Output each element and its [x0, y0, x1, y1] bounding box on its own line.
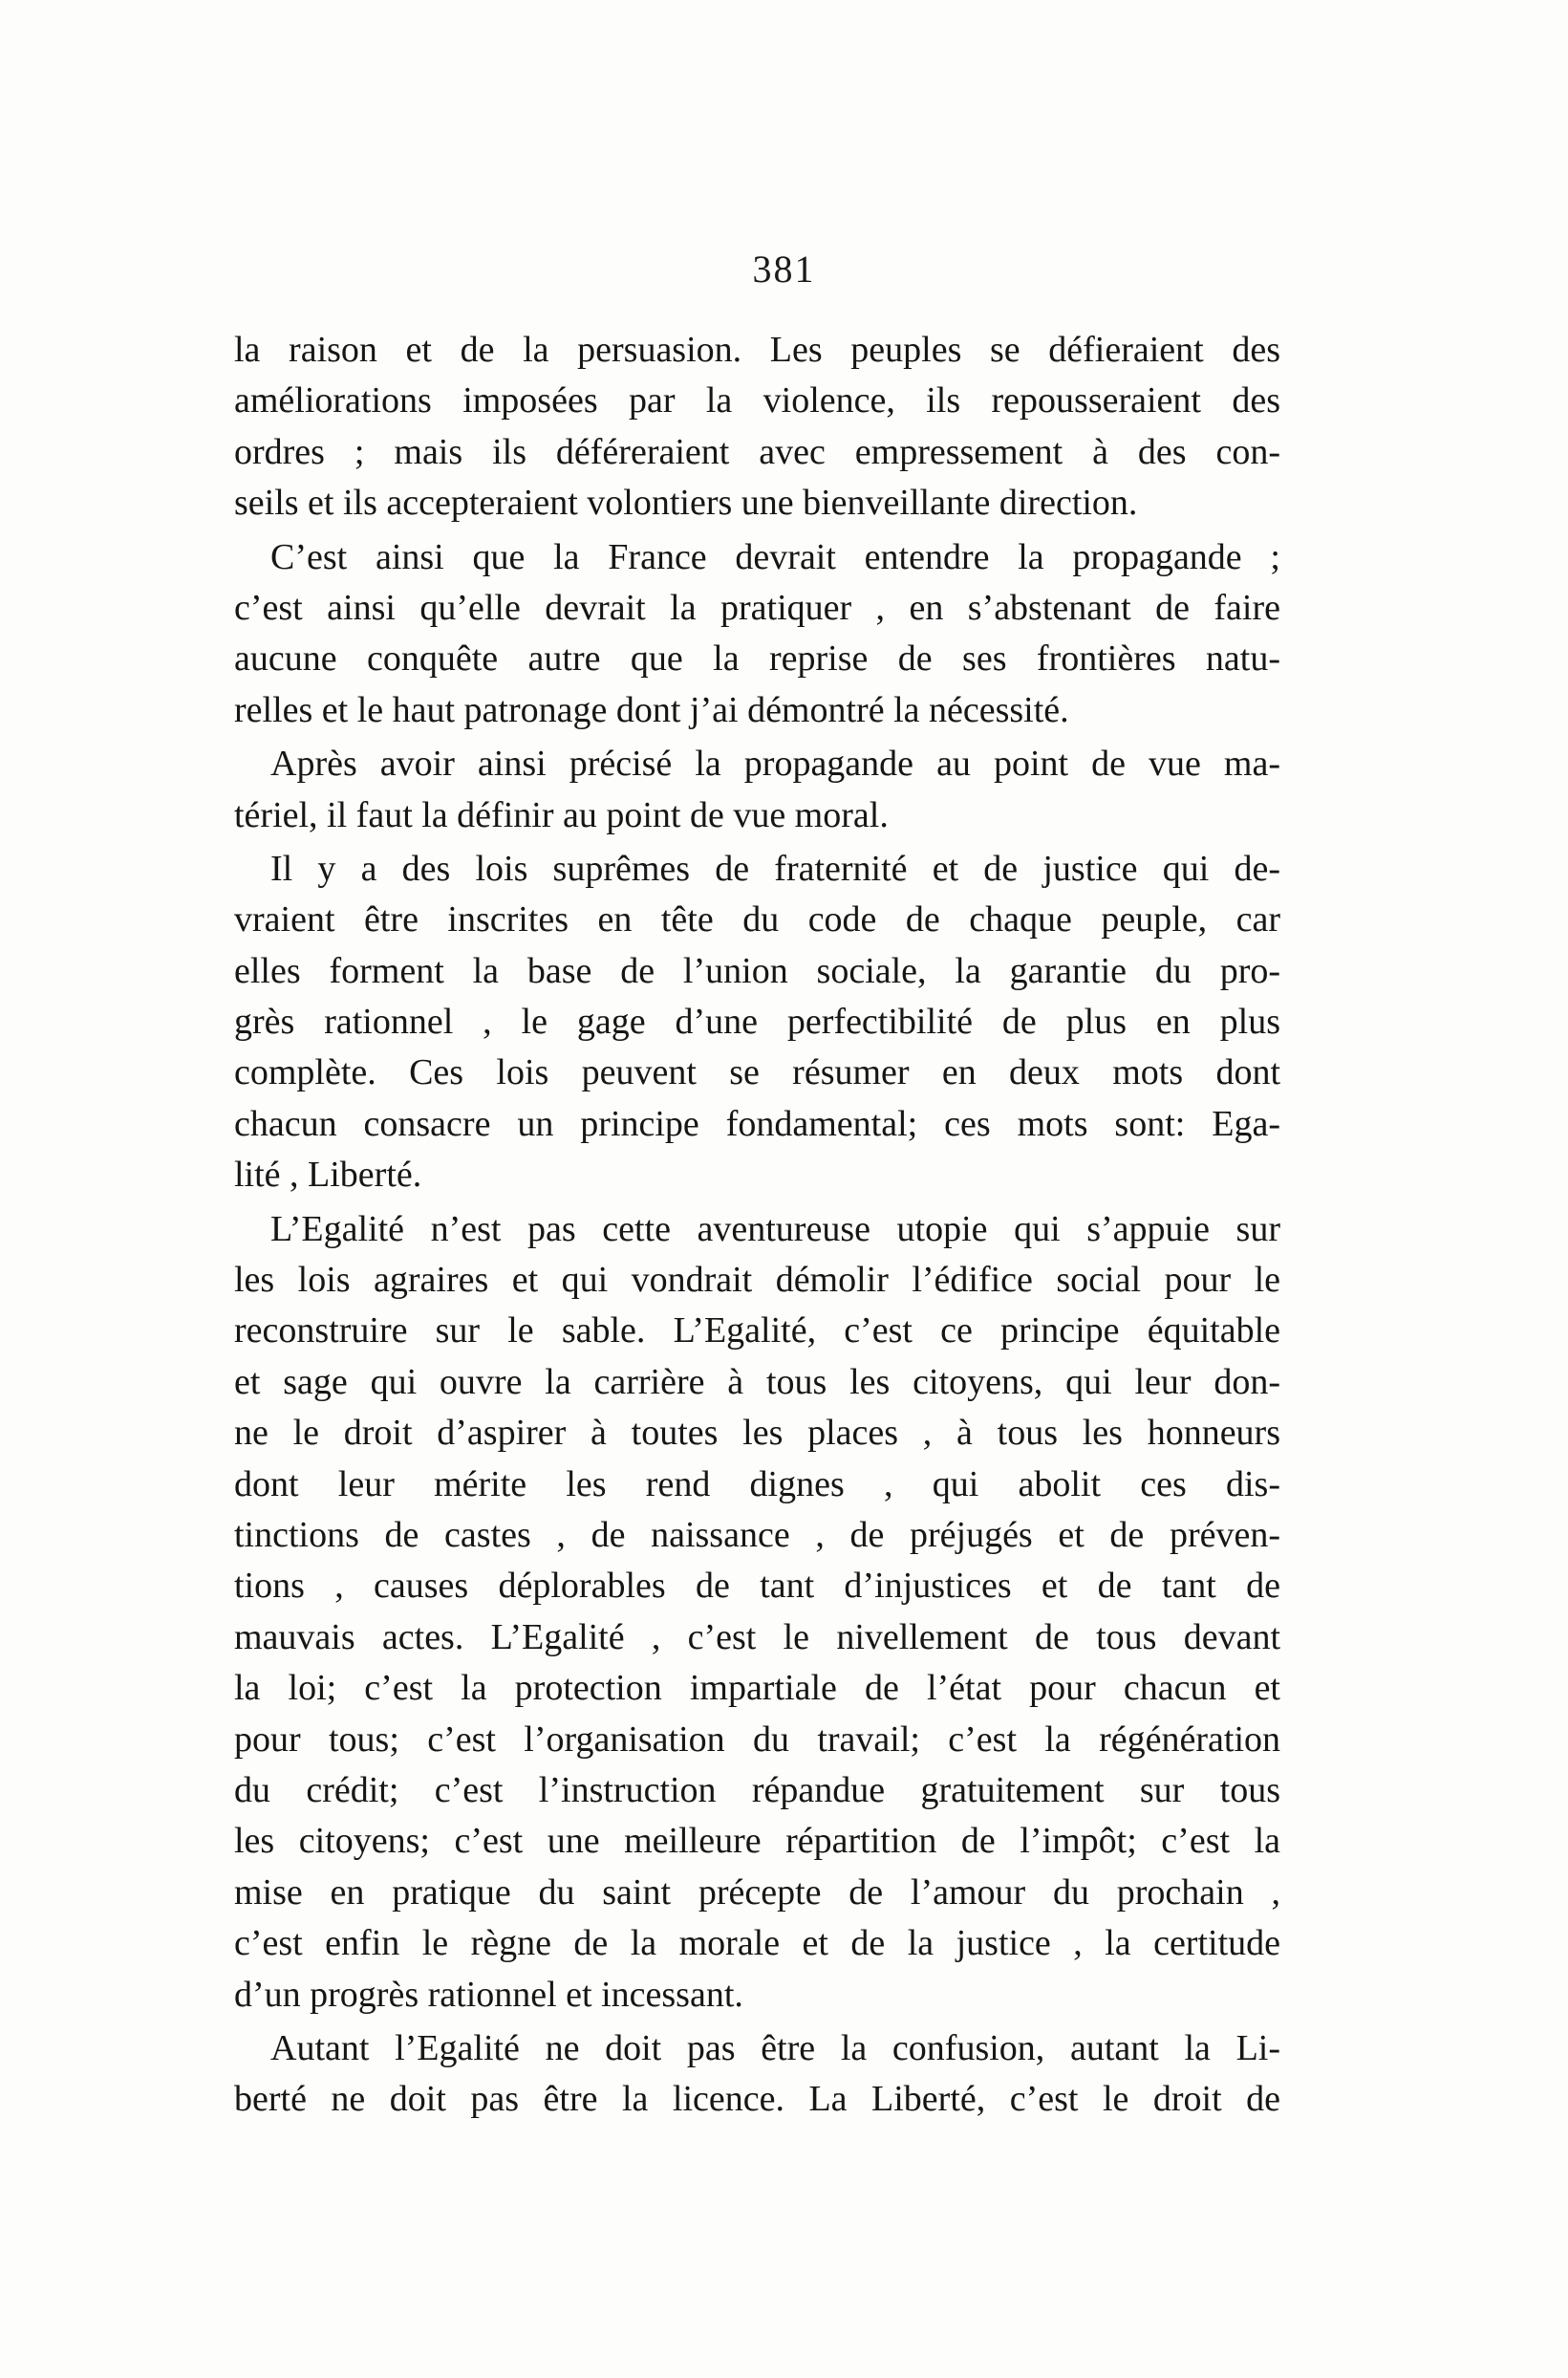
paragraph-5 [234, 1204, 1280, 2021]
text-line: tions , causes déplorables de tant d’injustices et de tant de [234, 1566, 1280, 1607]
text-line: vraient être inscrites en tête du code de chaque peuple, car [234, 899, 1280, 940]
text-line: complète. Ces lois peuvent se résumer en deux mots dont [234, 1052, 1280, 1093]
text-line: elles forment la base de l’union sociale, la garantie du pro- [234, 950, 1280, 991]
text-line: la loi; c’est la protection impartiale de l’état pour chacun et [234, 1668, 1280, 1709]
paragraph-2 [234, 532, 1280, 737]
text-line: dont leur mérite les rend dignes , qui abolit ces dis- [234, 1463, 1280, 1504]
text-line: reconstruire sur le sable. L’Egalité, c’est ce principe équitable [234, 1310, 1280, 1351]
text-line: C’est ainsi que la France devrait entendre la propagande ; [270, 536, 1280, 577]
text-line: berté ne doit pas être la licence. La Liberté, c’est le droit de [234, 2079, 1280, 2120]
text-line: du crédit; c’est l’instruction répandue gratuitement sur tous [234, 1769, 1280, 1810]
text-line: c’est ainsi qu’elle devrait la pratiquer , en s’abstenant de faire [234, 587, 1280, 628]
paragraph-6 [234, 2023, 1280, 2126]
text-line: mauvais actes. L’Egalité , c’est le nivellement de tous devant [234, 1616, 1280, 1657]
text-line: les lois agraires et qui vondrait démolir l’édifice social pour le [234, 1260, 1280, 1301]
text-line: tinctions de castes , de naissance , de préjugés et de préven- [234, 1514, 1280, 1555]
text-line: Il y a des lois suprêmes de fraternité et de justice qui de- [270, 848, 1280, 889]
paragraph-4 [234, 844, 1280, 1201]
text-line: c’est enfin le règne de la morale et de la justice , la certitude [234, 1923, 1280, 1964]
text-line: et sage qui ouvre la carrière à tous les citoyens, qui leur don- [234, 1361, 1280, 1402]
text-line: améliorations imposées par la violence, ils repousseraient des [234, 380, 1280, 422]
text-line: aucune conquête autre que la reprise de ses frontières natu- [234, 638, 1280, 680]
text-line: relles et le haut patronage dont j’ai démontré la nécessité. [234, 689, 1069, 730]
text-line: d’un progrès rationnel et incessant. [234, 1974, 743, 2015]
text-line: la raison et de la persuasion. Les peuples se défieraient des [234, 330, 1280, 370]
text-line: mise en pratique du saint précepte de l’amour du prochain , [234, 1871, 1280, 1913]
text-line: Après avoir ainsi précisé la propagande au point de vue ma- [270, 744, 1280, 785]
text-line: pour tous; c’est l’organisation du travail; c’est la régénération [234, 1719, 1280, 1760]
text-line: les citoyens; c’est une meilleure répartition de l’impôt; c’est la [234, 1821, 1280, 1862]
text-line: ne le droit d’aspirer à toutes les places , à tous les honneurs [234, 1413, 1280, 1454]
text-line: tériel, il faut la définir au point de vue moral. [234, 794, 889, 835]
text-line: chacun consacre un principe fondamental; ces mots sont: Ega- [234, 1103, 1280, 1144]
text-line: ordres ; mais ils déféreraient avec empressement à des con- [234, 431, 1280, 472]
page-number: 381 [752, 248, 816, 291]
text-line: Autant l’Egalité ne doit pas être la confusion, autant la Li- [270, 2027, 1280, 2068]
body-text [234, 325, 1280, 2126]
text-line: grès rationnel , le gage d’une perfectibilité de plus en plus [234, 1002, 1280, 1043]
text-line: L’Egalité n’est pas cette aventureuse utopie qui s’appuie sur [270, 1208, 1280, 1249]
paragraph-1 [234, 325, 1280, 530]
text-line: lité , Liberté. [234, 1155, 422, 1196]
paragraph-3 [234, 739, 1280, 841]
text-line: seils et ils accepteraient volontiers une bienveillante direction. [234, 483, 1138, 524]
